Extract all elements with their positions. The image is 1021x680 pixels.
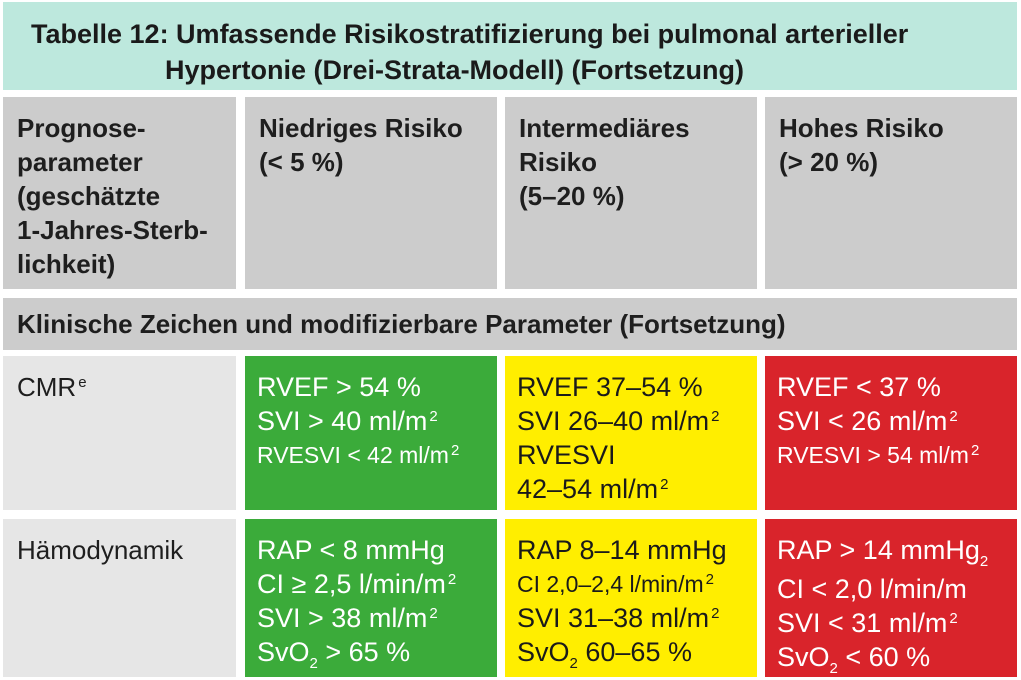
row-label-haemodynamik [3,519,236,677]
row-label-cmr [3,356,236,510]
header-text: Niedriges Risiko [259,113,463,143]
table-title-line2: Hypertonie (Drei-Strata-Modell) (Fortsetzung) [165,55,745,85]
header-text: parameter [17,147,143,177]
value-line: RAP > 14 mmHg$_2$ [777,535,989,570]
value-line: SVI 26–40 ml/m $^2$ [517,406,720,436]
header-text: 1-Jahres-Sterb- [17,215,208,245]
cmr-intermediate-risk-cell [505,356,757,510]
header-text: (< 5 %) [259,147,344,177]
value-line: 42–54 ml/m $^2$ [517,474,669,504]
header-prognose-parameter [3,97,236,289]
header-text: Hohes Risiko [779,113,944,143]
value-line: SvO$_2$ > 65 % [257,637,411,672]
value-line: RVEF > 54 % [257,372,421,402]
header-text: (geschätzte [17,181,161,211]
header-intermediate-risk [505,97,757,289]
header-text: lichkeit) [17,249,116,279]
value-line: SVI < 26 ml/m $^2$ [777,406,958,436]
header-low-risk [245,97,497,289]
value-line: RAP < 8 mmHg [257,535,445,565]
value-line: SVI < 31 ml/m $^2$ [777,608,958,638]
value-line: RVESVI > 54 ml/m $^2$ [777,442,980,468]
value-line: RVESVI < 42 ml/m $^2$ [257,442,460,468]
haemodynamik-low-risk-cell [245,519,497,677]
value-line: CI ≥ 2,5 l/min/m $^2$ [257,569,457,599]
header-text: Prognose- [17,113,146,143]
value-line: RAP 8–14 mmHg [517,535,727,565]
value-line: CI < 2,0 l/min/m [777,574,967,604]
cmr-low-risk-cell [245,356,497,510]
value-line: SvO$_2$ 60–65 % [517,637,692,672]
footnote-marker: e [78,374,87,391]
value-line: SVI > 38 ml/m $^2$ [257,603,438,633]
value-line: RVESVI [517,440,616,470]
row-label-text: CMR [17,372,77,402]
value-line: RVEF 37–54 % [517,372,703,402]
cmr-high-risk-cell [765,356,1017,510]
haemodynamik-high-risk-cell [765,519,1017,677]
value-line: SVI > 40 ml/m $^2$ [257,406,438,436]
table-title [3,2,1017,90]
value-line: CI 2,0–2,4 l/min/m $^2$ [517,571,714,597]
header-high-risk [765,97,1017,289]
value-line: SVI 31–38 ml/m $^2$ [517,603,720,633]
value-line: RVEF < 37 % [777,372,941,402]
table-title-line1: Tabelle 12: Umfassende Risikostratifizierung bei pulmonal arterieller [31,19,909,49]
section-heading: Klinische Zeichen und modifizierbare Parameter (Fortsetzung) [3,298,1017,350]
value-line: SvO$_2$ < 60 % [777,642,931,677]
haemodynamik-intermediate-risk-cell [505,519,757,677]
header-text: Risiko [519,147,598,177]
header-text: Intermediäres [519,113,690,143]
header-text: (> 20 %) [779,147,878,177]
row-label-text: Hämodynamik [17,535,184,565]
header-text: (5–20 %) [519,181,625,211]
